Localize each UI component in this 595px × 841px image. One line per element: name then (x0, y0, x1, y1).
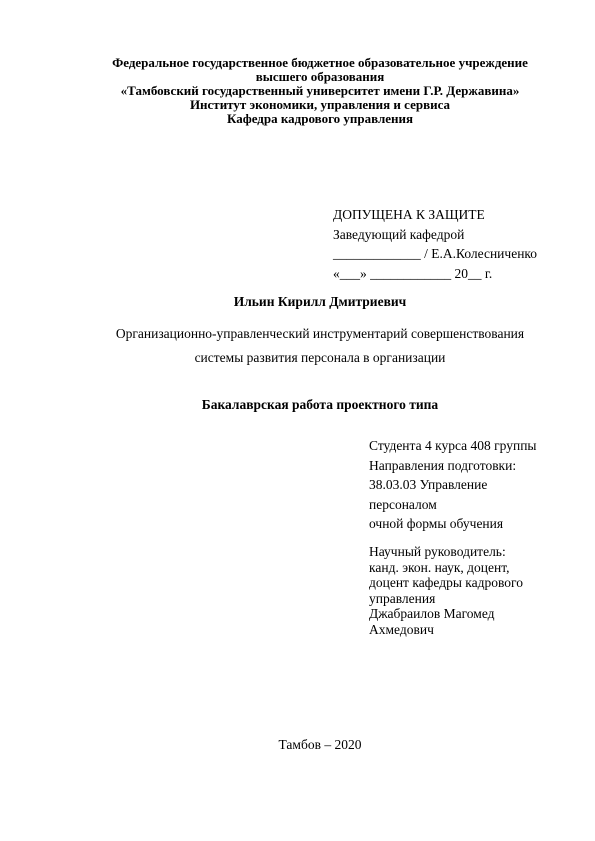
header-line: Федеральное государственное бюджетное образовательное учреждение (112, 55, 528, 70)
student-line: персоналом (369, 496, 437, 512)
supervisor-line: Научный руководитель: (369, 544, 506, 559)
author-name: Ильин Кирилл Дмитриевич (233, 294, 407, 309)
approval-block (333, 205, 537, 283)
approval-line: «___» ____________ 20__ г. (333, 265, 493, 281)
supervisor-line: управления (369, 590, 436, 606)
header-line: Институт экономики, управления и сервиса (189, 97, 451, 112)
student-line: Направления подготовки: (369, 457, 517, 473)
supervisor-line: Джабраилов Магомед (369, 606, 495, 621)
student-line: Студента 4 курса 408 группы (369, 438, 537, 453)
header-line: Кафедра кадрового управления (226, 111, 414, 126)
supervisor-line: Ахмедович (369, 621, 434, 637)
supervisor-line: доцент кафедры кадрового (369, 575, 524, 590)
topic-line: системы развития персонала в организации (194, 350, 446, 365)
supervisor-info (369, 544, 523, 637)
city-year: Тамбов – 2020 (278, 737, 362, 752)
topic-line: Организационно-управленческий инструментарий совершенствования (115, 326, 525, 341)
student-line: 38.03.03 Управление (369, 477, 488, 492)
work-type: Бакалаврская работа проектного типа (201, 397, 439, 412)
header-line: высшего образования (255, 69, 385, 84)
supervisor-line: канд. экон. наук, доцент, (369, 559, 510, 575)
thesis-topic (0, 322, 595, 370)
header-line: «Тамбовский государственный университет имени Г.Р. Державина» (120, 83, 520, 98)
student-line: очной формы обучения (369, 516, 504, 531)
student-info (369, 436, 536, 534)
approval-line: ДОПУЩЕНА К ЗАЩИТЕ (333, 207, 485, 222)
approval-line: _____________ / Е.А.Колесниченко (333, 246, 538, 261)
approval-line: Заведующий кафедрой (333, 226, 465, 242)
institution-header (60, 56, 580, 126)
